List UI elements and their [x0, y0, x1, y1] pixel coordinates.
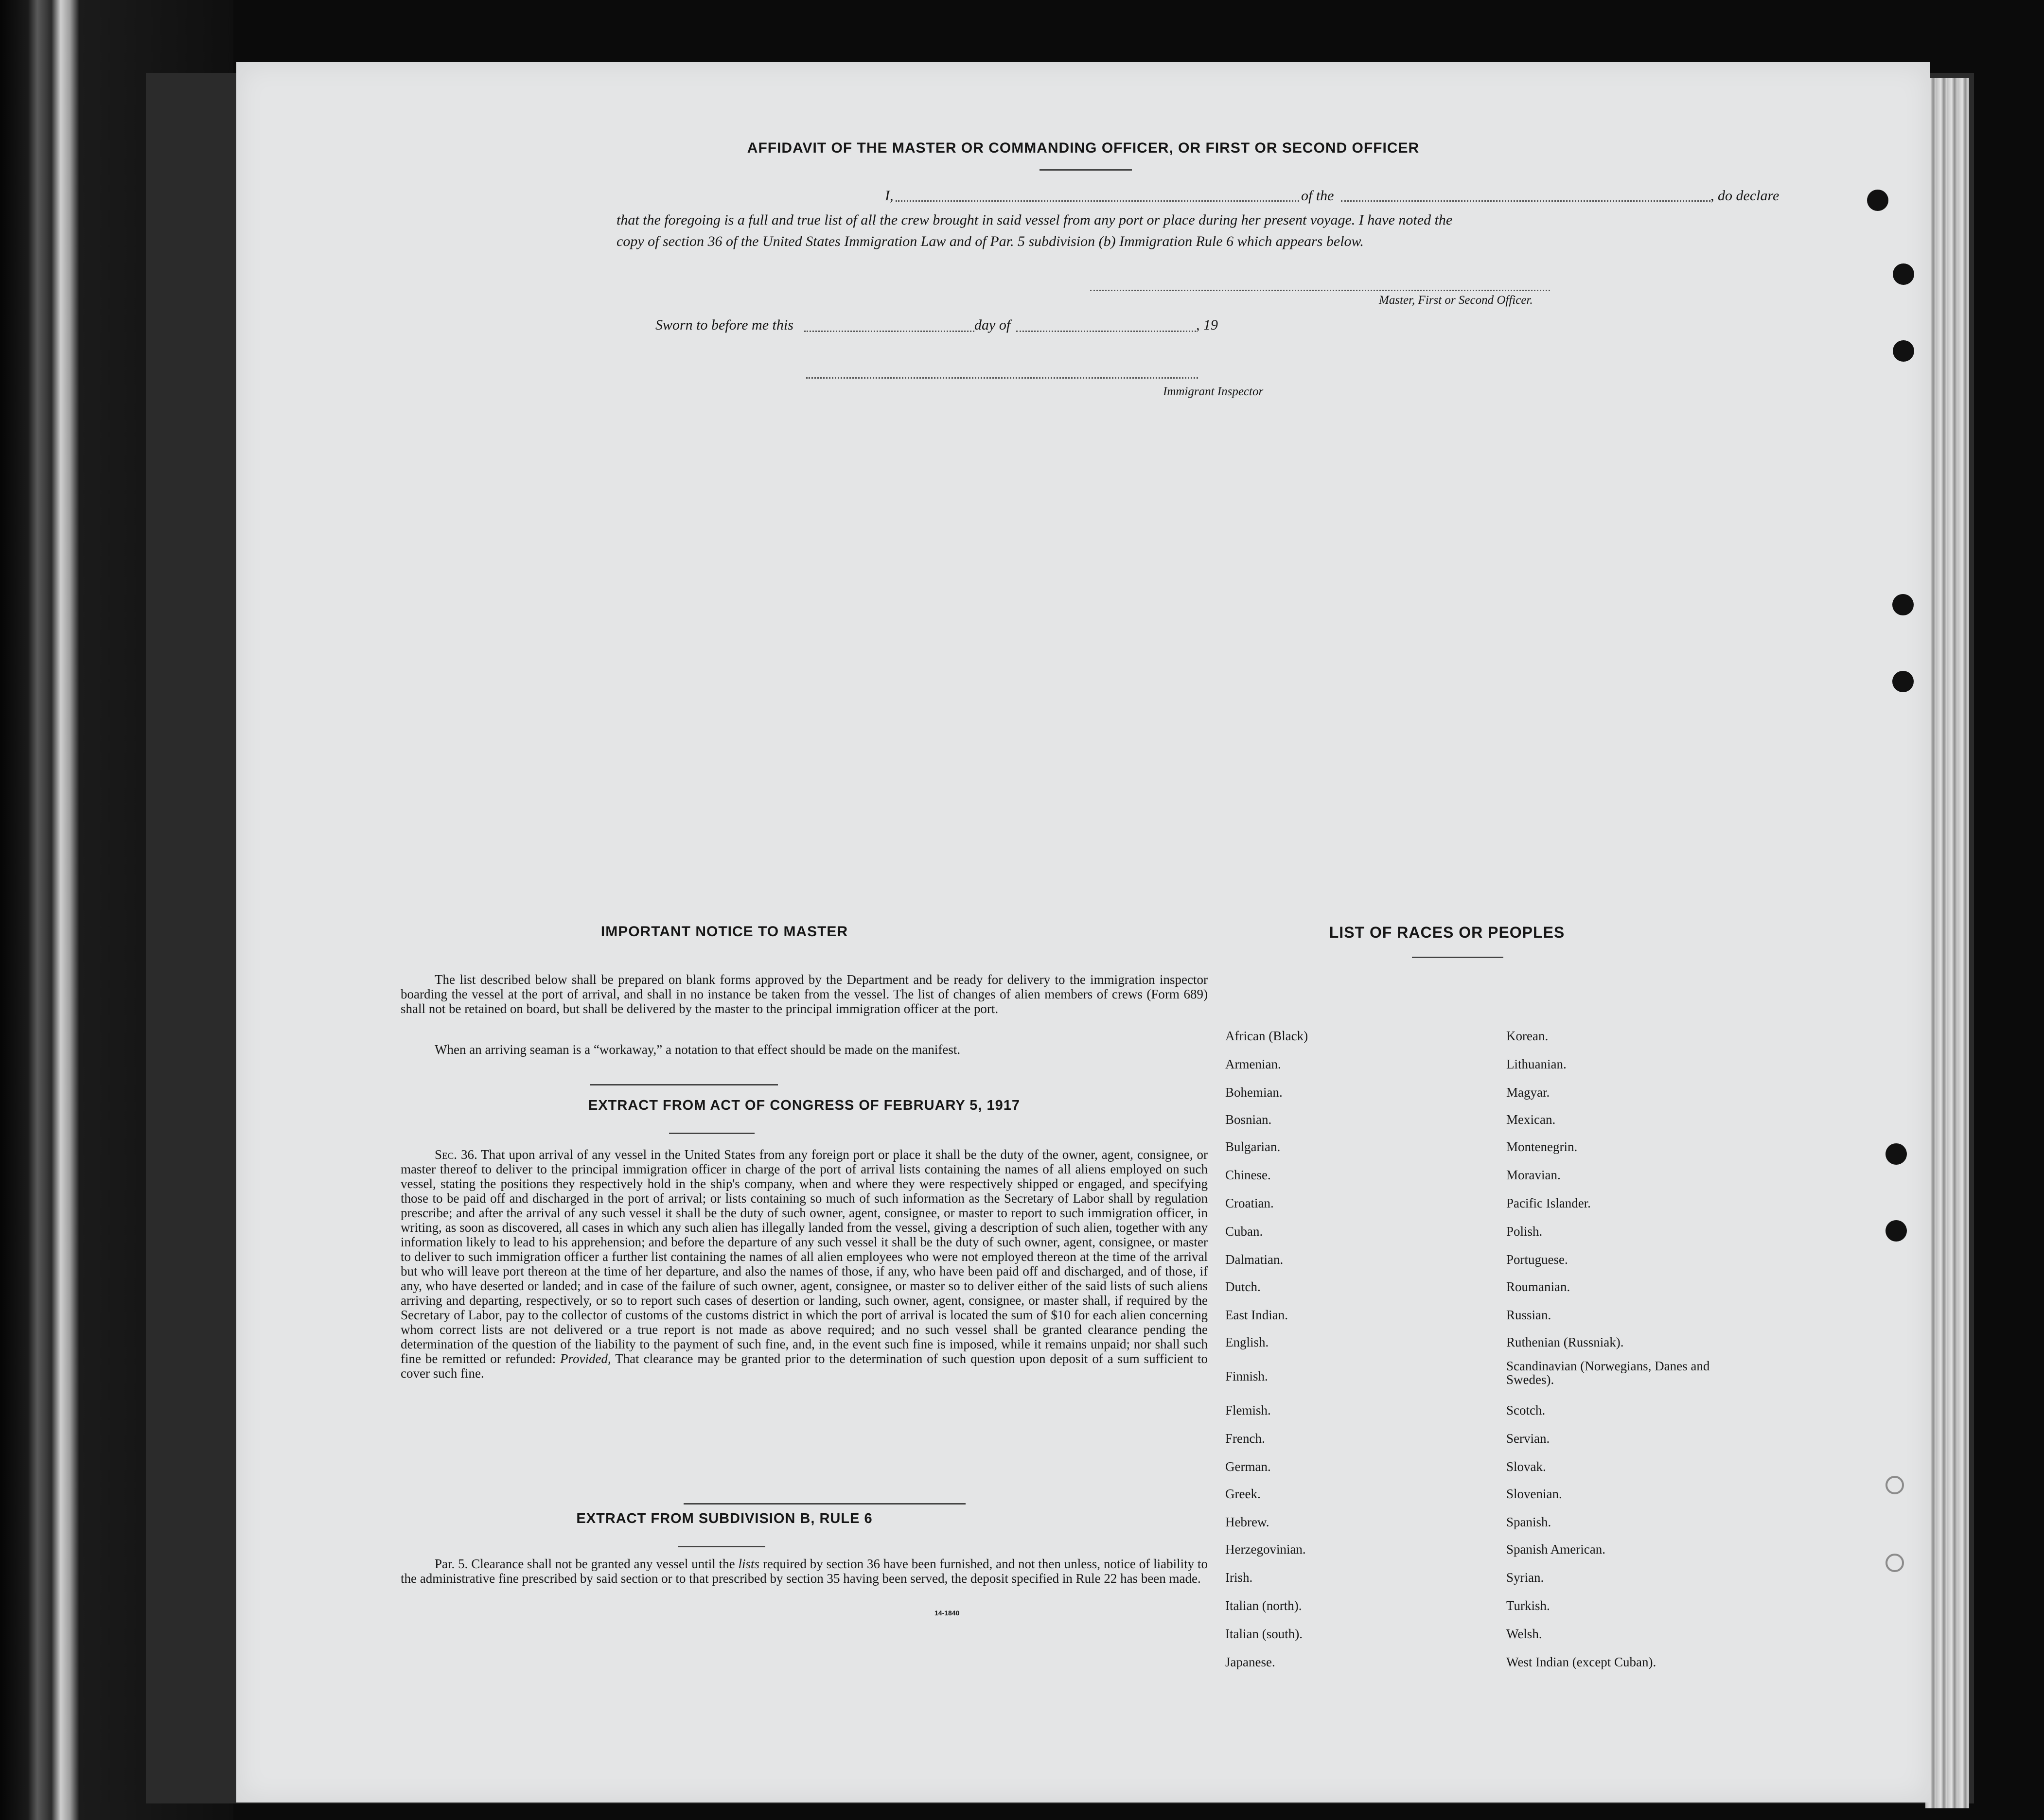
race-item: Greek.	[1225, 1487, 1261, 1501]
race-item: Mexican.	[1506, 1112, 1556, 1127]
race-item: Chinese.	[1225, 1168, 1271, 1182]
race-item: Pacific Islander.	[1506, 1196, 1591, 1210]
extract-1-rule	[669, 1133, 755, 1134]
vessel-blank-line	[1341, 200, 1710, 202]
extract-1-title: EXTRACT FROM ACT OF CONGRESS OF FEBRUARY 5, 1917	[588, 1098, 1021, 1113]
race-item: Polish.	[1506, 1224, 1543, 1239]
race-item: Spanish American.	[1506, 1542, 1605, 1557]
race-item: Roumanian.	[1506, 1279, 1570, 1294]
name-blank-line	[896, 200, 1299, 202]
race-item: Italian (south).	[1225, 1627, 1303, 1641]
master-signature-label: Master, First or Second Officer.	[1379, 294, 1533, 307]
title-rule	[1040, 169, 1132, 171]
race-item: Bohemian.	[1225, 1085, 1283, 1100]
section-36-text	[401, 1147, 1208, 1381]
binder-ring	[1885, 1554, 1904, 1572]
master-signature-line	[1090, 290, 1550, 291]
race-item: German.	[1225, 1459, 1271, 1474]
sworn-month-blank	[1016, 331, 1196, 332]
binder-ring	[1885, 1476, 1904, 1494]
extract-2-rule-top	[684, 1503, 966, 1505]
race-item: Magyar.	[1506, 1085, 1550, 1100]
binder-hole	[1892, 594, 1914, 615]
inspector-signature-line	[806, 377, 1198, 379]
binder-hole	[1892, 671, 1914, 692]
race-item: Lithuanian.	[1506, 1057, 1567, 1071]
race-item: East Indian.	[1225, 1308, 1288, 1322]
par-5-text	[401, 1557, 1208, 1586]
notice-title: IMPORTANT NOTICE TO MASTER	[600, 924, 848, 940]
race-item: Croatian.	[1225, 1196, 1274, 1210]
extract-2-title: EXTRACT FROM SUBDIVISION B, RULE 6	[576, 1511, 873, 1526]
race-item: Ruthenian (Russniak).	[1506, 1335, 1624, 1349]
stacked-page-edges	[1925, 78, 1969, 1808]
race-item: Moravian.	[1506, 1168, 1561, 1182]
race-item: African (Black)	[1225, 1029, 1308, 1043]
affidavit-of-the-label: of the	[1301, 188, 1334, 204]
race-item: Cuban.	[1225, 1224, 1263, 1239]
race-item: English.	[1225, 1335, 1269, 1349]
par-5-lists: lists	[738, 1557, 760, 1571]
race-item: Dalmatian.	[1225, 1252, 1284, 1267]
race-item: Finnish.	[1225, 1369, 1268, 1383]
affidavit-title: AFFIDAVIT OF THE MASTER OR COMMANDING OFFICER, OR FIRST OR SECOND OFFICER	[747, 140, 1420, 156]
notice-rule	[590, 1084, 778, 1085]
affidavit-line-2: that the foregoing is a full and true list of all the crew brought in said vessel from any port or place during her present voyage. I have noted the	[617, 212, 1453, 228]
binder-hole	[1893, 263, 1914, 285]
notice-paragraph-1: The list described below shall be prepared on blank forms approved by the Department and be ready for delivery to the immigration inspector boarding the vessel at the port of arrival, and shall in no instance be taken from the vessel. The list of changes of alien members of crews (Form 689) shall not be retained on board, but shall be delivered by the master to the principal immigration officer at the port.	[401, 972, 1208, 1016]
race-item: Dutch.	[1225, 1279, 1261, 1294]
race-item: Hebrew.	[1225, 1515, 1269, 1529]
day-of-label: day of	[974, 317, 1011, 333]
race-item: Spanish.	[1506, 1515, 1551, 1529]
affidavit-line-3: copy of section 36 of the United States Immigration Law and of Par. 5 subdivision (b) Immigration Rule 6 which appears below.	[617, 233, 1364, 249]
race-item: Herzegovinian.	[1225, 1542, 1306, 1557]
par-5-start: Par. 5. Clearance shall not be granted any vessel until the	[435, 1557, 735, 1571]
race-item: Italian (north).	[1225, 1598, 1302, 1613]
affidavit-i-label: I,	[885, 188, 894, 204]
race-item: Bosnian.	[1225, 1112, 1272, 1127]
race-item: Syrian.	[1506, 1570, 1544, 1585]
races-title: LIST OF RACES OR PEOPLES	[1329, 924, 1565, 941]
race-item: Scandinavian (Norwegians, Danes and Swedes).	[1506, 1359, 1710, 1387]
extract-2-rule	[678, 1546, 765, 1547]
sworn-label: Sworn to before me this	[655, 317, 793, 333]
race-item: Scotch.	[1506, 1403, 1546, 1418]
binder-hole	[1885, 1220, 1907, 1242]
race-item: Montenegrin.	[1506, 1139, 1578, 1154]
race-item: Servian.	[1506, 1431, 1550, 1446]
year-label: , 19	[1196, 317, 1218, 333]
race-item: Slovak.	[1506, 1459, 1546, 1474]
sworn-day-blank	[804, 331, 974, 332]
race-item: Welsh.	[1506, 1627, 1542, 1641]
binder-hole	[1893, 340, 1914, 362]
race-item: Japanese.	[1225, 1655, 1275, 1669]
race-item: Armenian.	[1225, 1057, 1281, 1071]
document-page	[236, 62, 1930, 1802]
race-item: Slovenian.	[1506, 1487, 1562, 1501]
race-item: Korean.	[1506, 1029, 1549, 1043]
race-item: Russian.	[1506, 1308, 1551, 1322]
section-36-end: That clearance may be granted prior to the determination of such question upon deposit of a sum sufficient to cover such fine.	[401, 1351, 1208, 1381]
par-5-end: required by section 36 have been furnished, and not then unless, notice of liability to the administrative fine prescribed by said section or to that prescribed by section 35 having been served, the deposit specified in Rule 22 has been made.	[401, 1557, 1208, 1586]
provided-label: Provided,	[560, 1351, 611, 1366]
races-rule	[1412, 957, 1503, 958]
race-item: Turkish.	[1506, 1598, 1550, 1613]
affidavit-do-declare: , do declare	[1710, 188, 1780, 204]
race-item: French.	[1225, 1431, 1265, 1446]
race-item: West Indian (except Cuban).	[1506, 1655, 1656, 1669]
section-36-body: That upon arrival of any vessel in the United States from any foreign port or place it shall be the duty of the owner, agent, consignee, or master thereof to deliver to the principal immigration officer in charge of the port of arrival lists containing the names of all aliens employed on such vessel, stating the positions they respectively hold in the ship's company, when and where they were respectively shipped or engaged, and specifying those to be paid off and discharged in the port of arrival; or lists containing so much of such information as the Secretary of Labor shall by regulation prescribe; and after the arrival of any such vessel it shall be the duty of such owner, agent, consignee, or master to report to such immigration officer, in writing, as soon as discovered, all cases in which any such alien has illegally landed from the vessel, giving a description of such alien, together with any information likely to lead to his apprehension; and before the departure of any such vessel it shall be the duty of such owner, agent, consignee, or master to deliver to such immigration officer a further list containing the names of all alien employees who were not employed thereon at the time of the arrival but who will leave port thereon at the time of her departure, and also the names of those, if any, who have been paid off and discharged, and of those, if any, who have deserted or landed; and in case of the failure of such owner, agent, consignee, or master so to deliver either of the said lists of such aliens arriving and departing, respectively, or so to report such cases of desertion or landing, such owner, agent, consignee, or master shall, if required by the Secretary of Labor, pay to the collector of customs of the customs district in which the port of arrival is located the sum of $10 for each alien concerning whom correct lists are not delivered or a true report is not made as above required; and no such vessel shall be granted clearance pending the determination of the question of the liability to the payment of such fine, and, in the event such fine is imposed, while it remains unpaid; nor shall such fine be remitted or refunded:	[401, 1147, 1208, 1366]
binder-hole	[1885, 1143, 1907, 1165]
race-item: Irish.	[1225, 1570, 1253, 1585]
inspector-label: Immigrant Inspector	[1163, 385, 1264, 398]
notice-paragraph-2: When an arriving seaman is a “workaway,” a notation to that effect should be made on the manifest.	[435, 1042, 961, 1057]
section-36-label: Sec. 36.	[435, 1147, 477, 1162]
form-code: 14-1840	[934, 1609, 960, 1617]
binder-hole	[1867, 190, 1888, 211]
race-item: Flemish.	[1225, 1403, 1271, 1418]
race-item: Portuguese.	[1506, 1252, 1568, 1267]
race-item: Bulgarian.	[1225, 1139, 1281, 1154]
